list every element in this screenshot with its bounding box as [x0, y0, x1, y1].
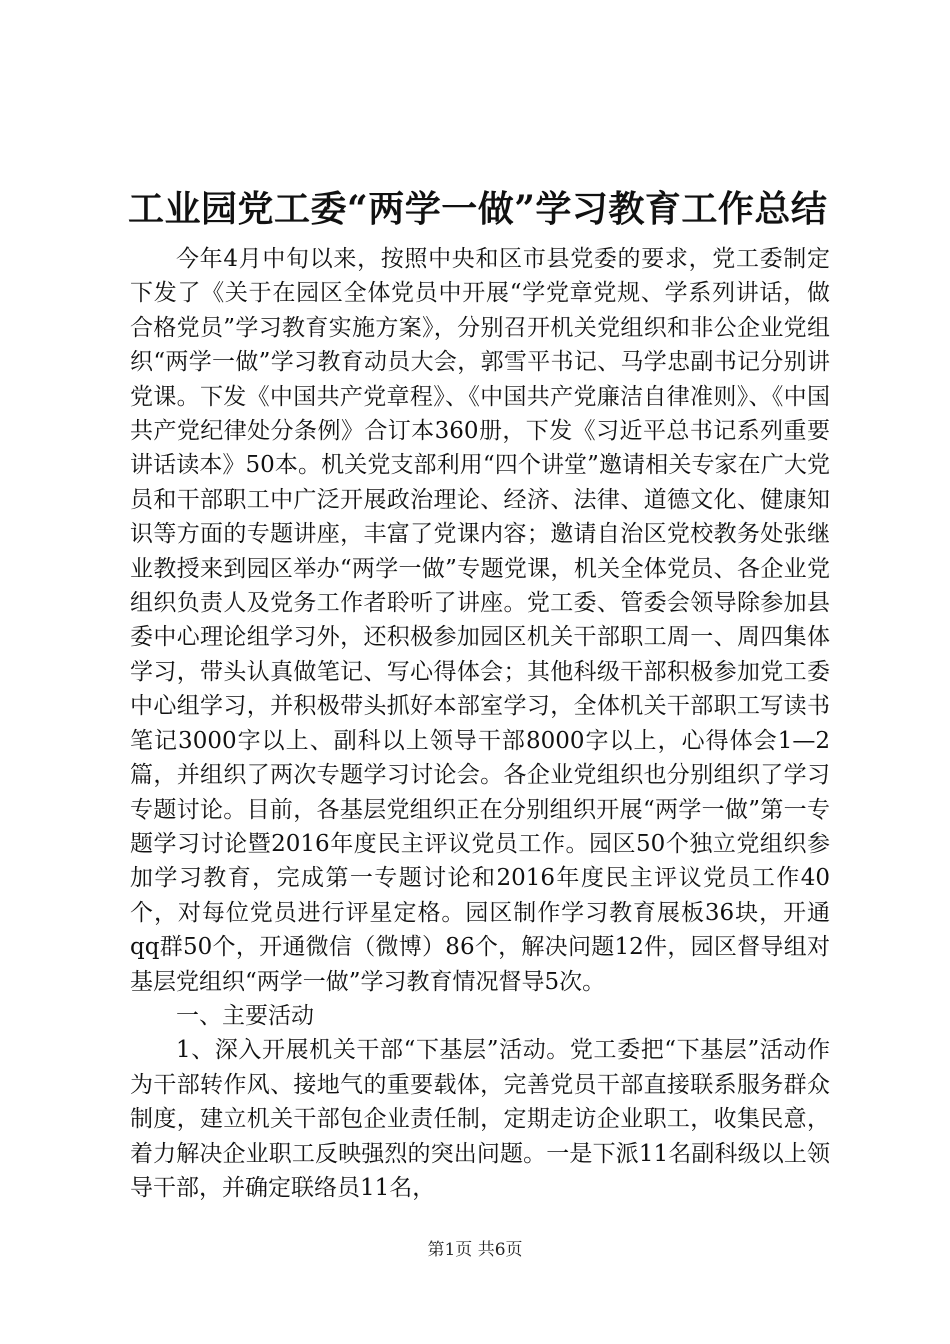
- body-paragraph-activity-1: 1、深入开展机关干部“下基层”活动。党工委把“下基层”活动作为干部转作风、接地气的重要载体，完善党员干部直接联系服务群众制度，建立机关干部包企业责任制，定期走访企业职工，收集民意，着力解决企业职工反映强烈的突出问题。一是下派11名副科级以上领导干部，并确定联络员11名，: [130, 1037, 830, 1201]
- document-body: [130, 242, 830, 1205]
- body-paragraph-intro: 今年4月中旬以来，按照中央和区市县党委的要求，党工委制定下发了《关于在园区全体党员中开展“学党章党规、学系列讲话，做合格党员”学习教育实施方案》，分别召开机关党组织和非公企业党组织“两学一做”学习教育动员大会，郭雪平书记、马学忠副书记分别讲党课。下发《中国共产党章程》、《中国共产党廉洁自律准则》、《中国共产党纪律处分条例》合订本360册，下发《习近平总书记系列重要讲话读本》50本。机关党支部利用“四个讲堂”邀请相关专家在广大党员和干部职工中广泛开展政治理论、经济、法律、道德文化、健康知识等方面的专题讲座，丰富了党课内容；邀请自治区党校教务处张继业教授来到园区举办“两学一做”专题党课，机关全体党员、各企业党组织负责人及党务工作者聆听了讲座。党工委、管委会领导除参加县委中心理论组学习外，还积极参加园区机关干部职工周一、周四集体学习，带头认真做笔记、写心得体会；其他科级干部积极参加党工委中心组学习，并积极带头抓好本部室学习，全体机关干部职工写读书笔记3000字以上、副科以上领导干部8000字以上，心得体会1—2篇，并组织了两次专题学习讨论会。各企业党组织也分别组织了学习专题讨论。目前，各基层党组织正在分别组织开展“两学一做”第一专题学习讨论暨2016年度民主评议党员工作。园区50个独立党组织参加学习教育，完成第一专题讨论和2016年度民主评议党员工作40个，对每位党员进行评星定格。园区制作学习教育展板36块，开通qq群50个，开通微信（微博）86个，解决问题12件，园区督导组对基层党组织“两学一做”学习教育情况督导5次。: [130, 246, 830, 995]
- section-heading-main-activities: 一、主要活动: [176, 1002, 314, 1029]
- page-number-footer: 第1页 共6页: [427, 1240, 523, 1260]
- document-title: 工业园党工委“两学一做”学习教育工作总结: [128, 188, 828, 230]
